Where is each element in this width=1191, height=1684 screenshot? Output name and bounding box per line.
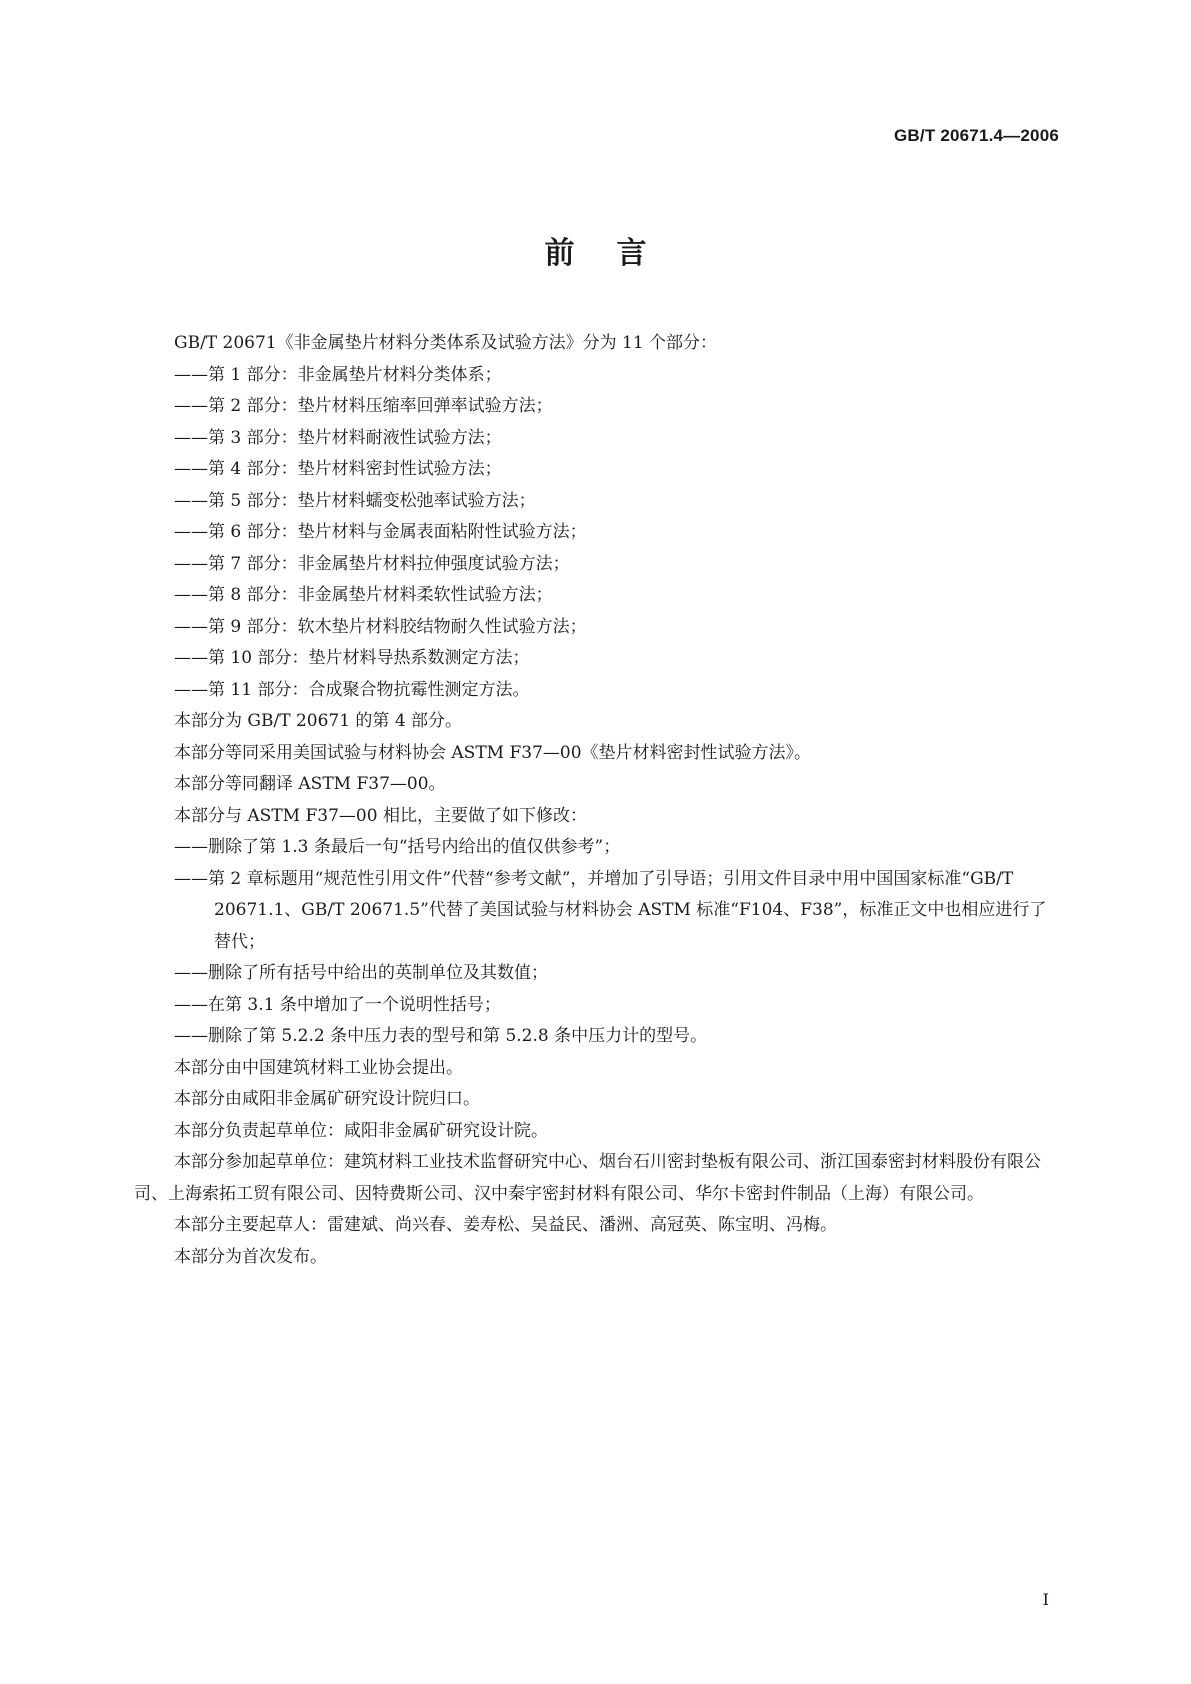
part-item: ——第 4 部分：垫片材料密封性试验方法； — [174, 459, 502, 479]
part-item: ——第 7 部分：非金属垫片材料拉伸强度试验方法； — [174, 553, 570, 574]
participating-drafters: 本部分参加起草单位：建筑材料工业技术监督研究中心、烟台石川密封垫板有限公司、浙江国泰密封材料股份有限公司、上海索拓工贸有限公司、因特费斯公司、汉中秦宇密封材料有限公司、华尔卡密封件制品（上海）有限公司。 — [134, 1152, 1041, 1204]
first-release: 本部分为首次发布。 — [174, 1246, 327, 1267]
standard-code: GB/T 20671.4—2006 — [894, 126, 1059, 145]
change-item: ——删除了第 5.2.2 条中压力表的型号和第 5.2.8 条中压力计的型号。 — [174, 1026, 708, 1046]
page-title: 前言 — [544, 236, 689, 271]
part-item: ——第 10 部分：垫片材料导热系数测定方法； — [174, 648, 530, 668]
part-item: ——第 3 部分：垫片材料耐液性试验方法； — [174, 427, 502, 448]
part-item: ——第 5 部分：垫片材料蠕变松弛率试验方法； — [174, 490, 536, 511]
adoption-statement: 本部分等同采用美国试验与材料协会 ASTM F37—00《垫片材料密封性试验方法》。 — [174, 742, 812, 763]
main-drafters: 本部分主要起草人：雷建斌、尚兴春、姜寿松、吴益民、潘洲、高冠英、陈宝明、冯梅。 — [174, 1215, 837, 1235]
part-statement: 本部分为 GB/T 20671 的第 4 部分。 — [174, 711, 463, 731]
centralized-by: 本部分由咸阳非金属矿研究设计院归口。 — [174, 1089, 480, 1109]
part-item: ——第 8 部分：非金属垫片材料柔软性试验方法； — [174, 585, 553, 605]
comparison-statement: 本部分与 ASTM F37—00 相比，主要做了如下修改： — [174, 805, 587, 826]
part-item: ——第 11 部分：合成聚合物抗霉性测定方法。 — [174, 679, 530, 700]
translation-statement: 本部分等同翻译 ASTM F37—00。 — [174, 774, 446, 794]
change-item: ——在第 3.1 条中增加了一个说明性括号； — [174, 994, 501, 1015]
foreword-body — [134, 328, 1058, 1273]
part-item: ——第 2 部分：垫片材料压缩率回弹率试验方法； — [174, 396, 553, 416]
part-item: ——第 1 部分：非金属垫片材料分类体系； — [174, 364, 502, 385]
change-item: ——删除了所有括号中给出的英制单位及其数值； — [174, 963, 548, 983]
proposed-by: 本部分由中国建筑材料工业协会提出。 — [174, 1057, 463, 1078]
change-item: ——第 2 章标题用“规范性引用文件”代替“参考文献”，并增加了引导语；引用文件目录中用中国国家标准“GB/T 20671.1、GB/T 20671.5”代替了美国试验与材料协会 ASTM 标准“F104、F38”，标准正文中也相应进行了替代； — [174, 868, 1047, 952]
intro-paragraph: GB/T 20671《非金属垫片材料分类体系及试验方法》分为 11 个部分： — [174, 333, 718, 353]
responsible-drafter: 本部分负责起草单位：咸阳非金属矿研究设计院。 — [174, 1120, 548, 1141]
change-item: ——删除了第 1.3 条最后一句“括号内给出的值仅供参考”； — [174, 837, 621, 857]
part-item: ——第 6 部分：垫片材料与金属表面粘附性试验方法； — [174, 522, 587, 542]
part-item: ——第 9 部分：软木垫片材料胶结物耐久性试验方法； — [174, 616, 587, 637]
page-number: I — [1042, 1590, 1049, 1609]
